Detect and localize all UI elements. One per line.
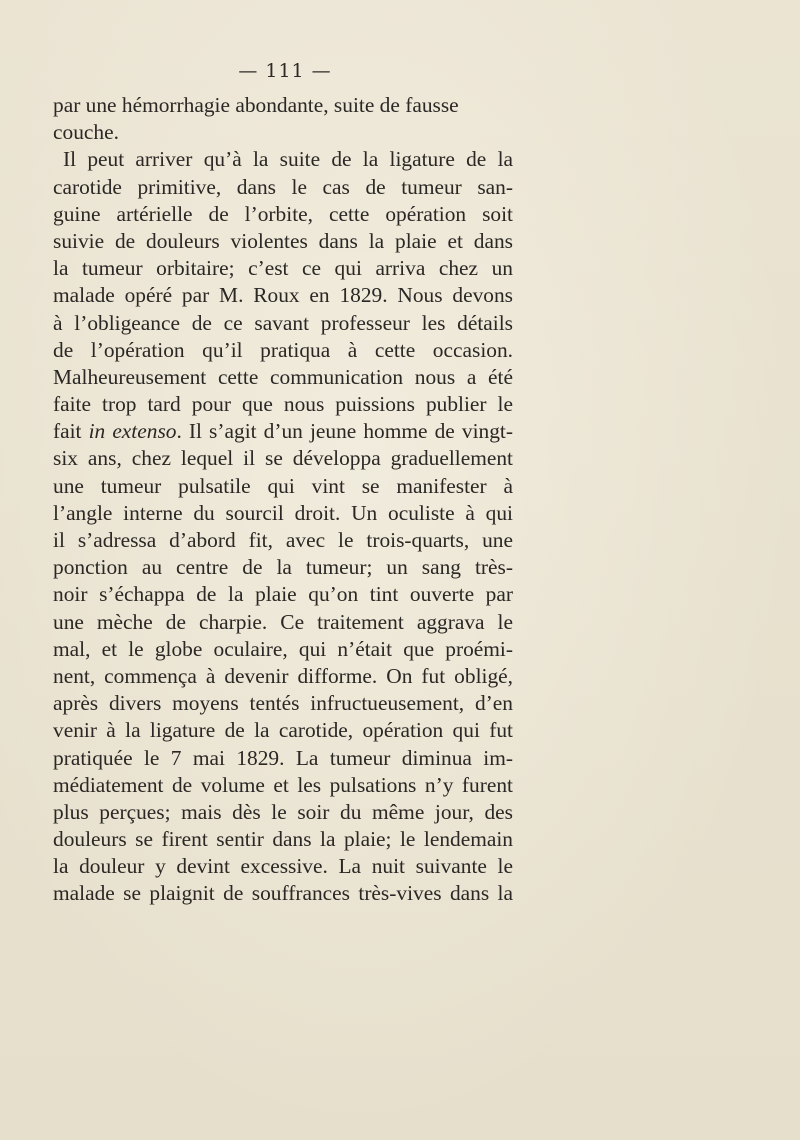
text-line: de l’opération qu’il pratiqua à cette occasion. xyxy=(53,337,513,362)
text-segment: fait xyxy=(53,419,89,444)
text-line: noir s’échappa de la plaie qu’on tint ouverte par xyxy=(53,582,513,607)
text-line: médiatement de volume et les pulsations n’y furent xyxy=(53,772,513,797)
text-line: couche. xyxy=(53,120,119,145)
text-line: par une hémorrhagie abondante, suite de fausse xyxy=(53,93,459,117)
text-line: à l’obligeance de ce savant professeur les détails xyxy=(53,310,513,335)
page-number: — 111 — xyxy=(238,60,332,82)
text-line: pratiquée le 7 mai 1829. La tumeur diminua im- xyxy=(53,745,513,770)
text-line: faite trop tard pour que nous puissions publier le xyxy=(53,392,513,417)
italic-phrase: in extenso xyxy=(88,419,177,444)
text-line: mal, et le globe oculaire, qui n’était que proémi- xyxy=(53,636,513,661)
text-line: l’angle interne du sourcil droit. Un oculiste à qui xyxy=(53,500,513,525)
text-line: après divers moyens tentés infructueusement, d’en xyxy=(53,691,513,716)
text-line: suivie de douleurs violentes dans la plaie et dans xyxy=(53,228,513,253)
text-line: carotide primitive, dans le cas de tumeur san- xyxy=(53,174,513,199)
text-line: malade se plaignit de souffrances très-vives dans la xyxy=(53,881,513,906)
text-line xyxy=(53,418,513,445)
text-line: ponction au centre de la tumeur; un sang très- xyxy=(53,555,513,580)
text-line: la tumeur orbitaire; c’est ce qui arriva chez un xyxy=(53,256,513,281)
text-line: il s’adressa d’abord fit, avec le trois-quarts, une xyxy=(53,528,513,552)
text-line: guine artérielle de l’orbite, cette opération soit xyxy=(53,201,513,226)
text-line: nent, commença à devenir difforme. On fut obligé, xyxy=(53,663,513,688)
text-line: malade opéré par M. Roux en 1829. Nous devons xyxy=(53,283,513,308)
text-line: la douleur y devint excessive. La nuit suivante le xyxy=(53,854,513,879)
body-text xyxy=(53,92,513,908)
text-line: Il peut arriver qu’à la suite de la ligature de la xyxy=(63,147,513,172)
text-line: douleurs se firent sentir dans la plaie; le lendemain xyxy=(53,827,513,852)
text-segment: . Il s’agit d’un jeune homme de vingt- xyxy=(176,419,513,444)
text-line: plus perçues; mais dès le soir du même jour, des xyxy=(53,799,513,824)
text-line: une tumeur pulsatile qui vint se manifester à xyxy=(53,473,513,498)
text-line: une mèche de charpie. Ce traitement aggrava le xyxy=(53,609,513,634)
text-line: venir à la ligature de la carotide, opération qui fut xyxy=(53,718,513,743)
text-line: Malheureusement cette communication nous a été xyxy=(53,364,513,389)
text-line: six ans, chez lequel il se développa graduellement xyxy=(53,446,513,471)
